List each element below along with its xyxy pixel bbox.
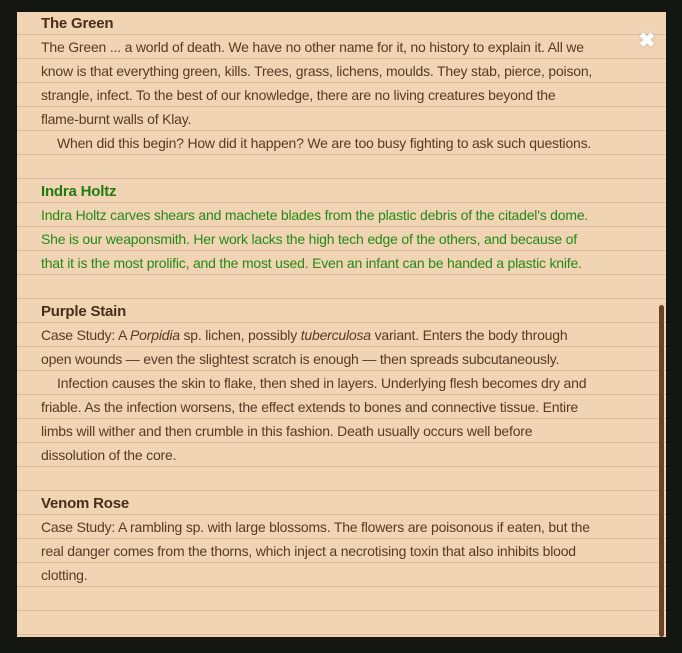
- journal-entry: [41, 492, 641, 612]
- journal-entry: [41, 300, 641, 492]
- text-segment: clotting.: [41, 567, 88, 583]
- journal-content: [41, 12, 641, 612]
- journal-entry: [41, 180, 641, 300]
- text-segment: strangle, infect. To the best of our knowledge, there are no living creatures beyond the: [41, 87, 556, 103]
- entry-text-line: [41, 132, 641, 156]
- entry-title: Indra Holtz: [41, 183, 117, 200]
- journal-panel: [17, 12, 666, 637]
- blank-line: [41, 276, 641, 300]
- entry-text-line: [41, 60, 641, 84]
- entry-text-line: [41, 372, 641, 396]
- entry-title: The Green: [41, 15, 114, 32]
- text-segment: friable. As the infection worsens, the effect extends to bones and connective tissue. Entire: [41, 399, 579, 415]
- entry-text-line: [41, 348, 641, 372]
- entry-title: Purple Stain: [41, 303, 127, 320]
- entry-text-line: [41, 84, 641, 108]
- text-segment: dissolution of the core.: [41, 447, 177, 463]
- text-segment: open wounds — even the slightest scratch is enough — then spreads subcutaneously.: [41, 351, 560, 367]
- blank-line: [41, 468, 641, 492]
- blank-line: [41, 588, 641, 612]
- text-segment: sp. lichen, possibly: [179, 327, 301, 343]
- entry-text-line: [41, 540, 641, 564]
- text-segment: Case Study: A: [41, 327, 131, 343]
- text-segment: real danger comes from the thorns, which inject a necrotising toxin that also inhibits blood: [41, 543, 576, 559]
- italic-term: tuberculosa: [300, 327, 371, 343]
- entry-text-line: [41, 396, 641, 420]
- text-segment: variant. Enters the body through: [370, 327, 568, 343]
- entry-text-line: [41, 204, 641, 228]
- blank-line: [41, 156, 641, 180]
- entry-text-line: [41, 324, 641, 348]
- entry-text-line: [41, 252, 641, 276]
- entry-text-line: [41, 564, 641, 588]
- text-segment: that it is the most prolific, and the most used. Even an infant can be handed a plastic knife.: [41, 255, 582, 271]
- text-segment: The Green ... a world of death. We have no other name for it, no history to explain it. All we: [41, 39, 584, 55]
- text-segment: Indra Holtz carves shears and machete blades from the plastic debris of the citadel's dome.: [41, 207, 589, 223]
- text-segment: limbs will wither and then crumble in this fashion. Death usually occurs well before: [41, 423, 533, 439]
- text-segment: When did this begin? How did it happen? We are too busy fighting to ask such questions.: [57, 135, 592, 151]
- entry-text-line: [41, 228, 641, 252]
- close-icon[interactable]: ✖: [638, 30, 656, 52]
- text-segment: She is our weaponsmith. Her work lacks the high tech edge of the others, and because of: [41, 231, 577, 247]
- entry-text-line: [41, 516, 641, 540]
- text-segment: know is that everything green, kills. Trees, grass, lichens, moulds. They stab, pierce, poison,: [41, 63, 593, 79]
- text-segment: Case Study: A rambling sp. with large blossoms. The flowers are poisonous if eaten, but the: [41, 519, 590, 535]
- entry-text-line: [41, 420, 641, 444]
- entry-title: Venom Rose: [41, 495, 130, 512]
- entry-text-line: [41, 36, 641, 60]
- text-segment: Infection causes the skin to flake, then shed in layers. Underlying flesh becomes dry and: [57, 375, 587, 391]
- italic-term: Porpidia: [130, 327, 180, 343]
- scrollbar[interactable]: [659, 305, 664, 637]
- text-segment: flame-burnt walls of Klay.: [41, 111, 192, 127]
- entry-text-line: [41, 444, 641, 468]
- entry-text-line: [41, 108, 641, 132]
- journal-entry: [41, 12, 641, 180]
